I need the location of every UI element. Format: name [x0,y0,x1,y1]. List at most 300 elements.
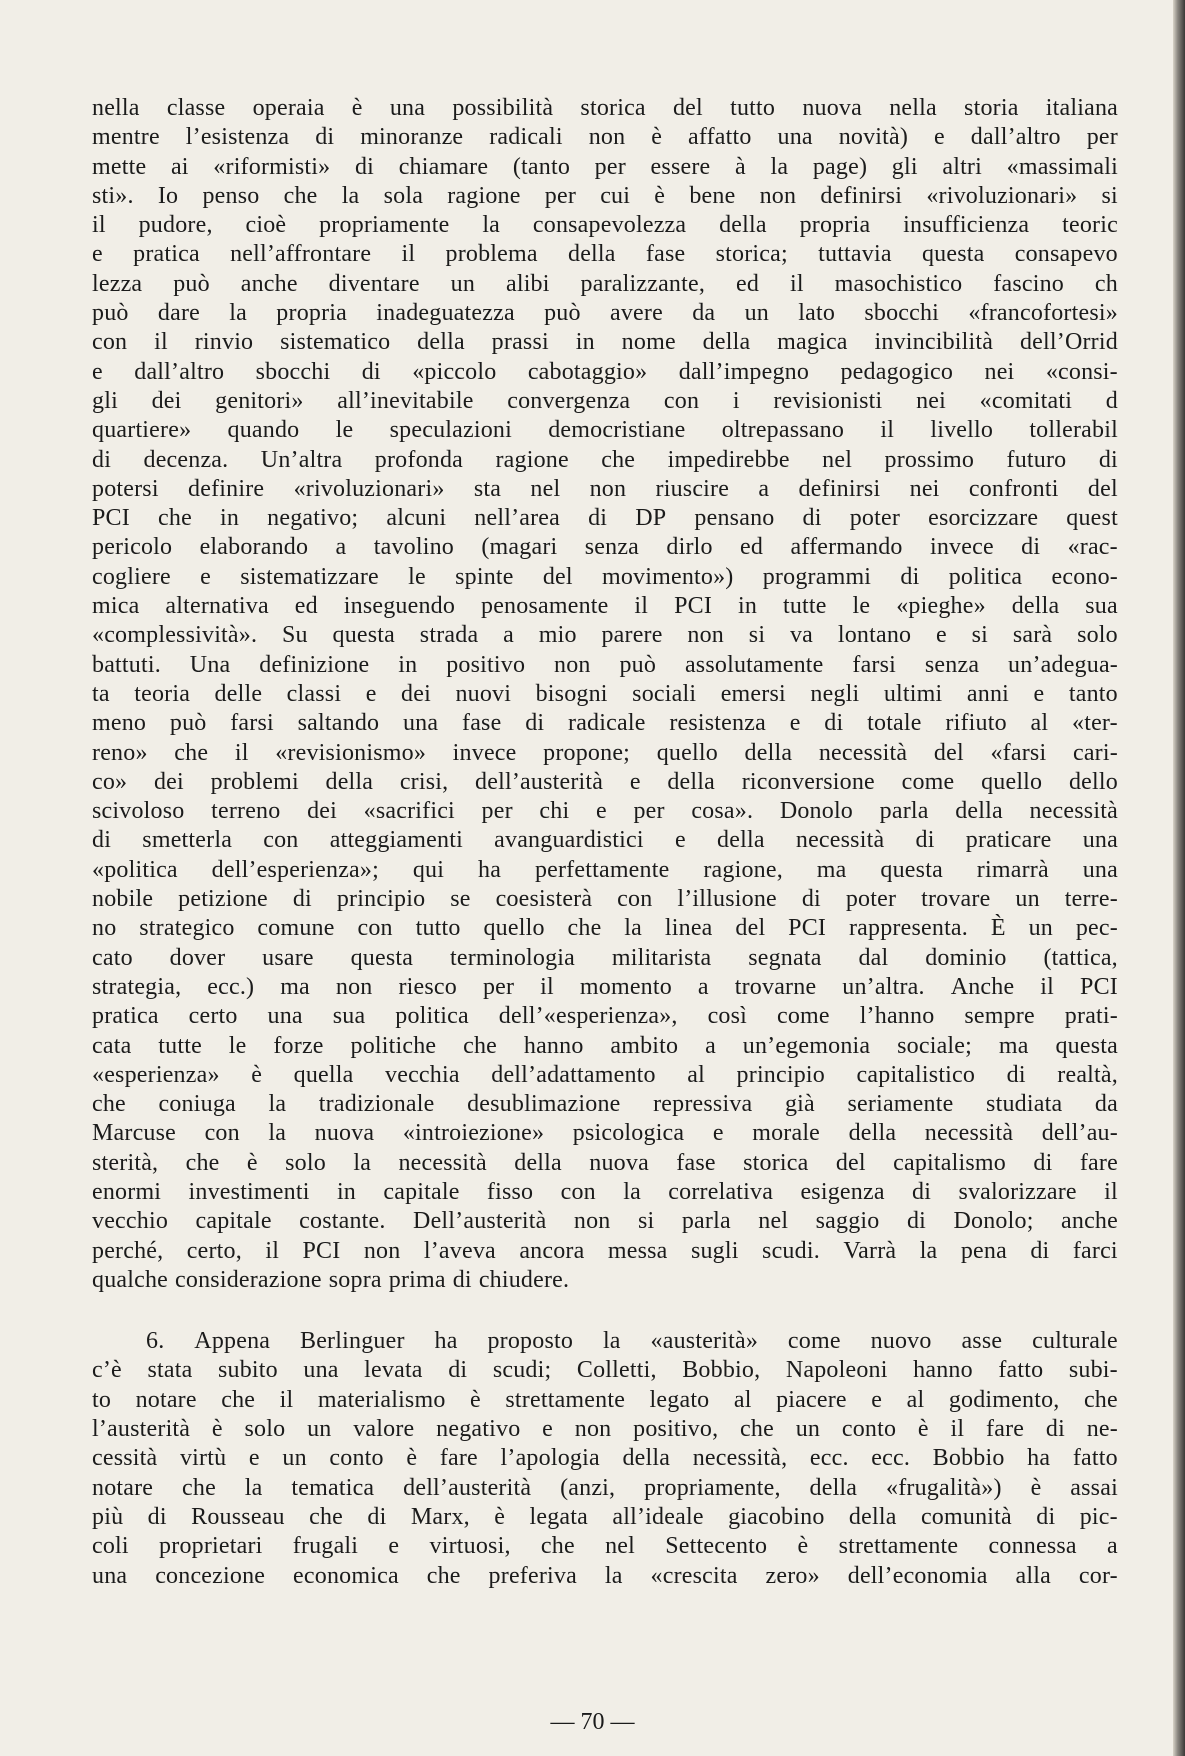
word: ch [1094,270,1118,297]
word: non [759,182,797,209]
word: sua [1085,593,1118,620]
word: va [789,622,814,649]
word: di [588,505,608,532]
word: di [824,710,844,737]
text-line [92,1119,1118,1148]
word: la [341,182,360,209]
word: del [542,563,573,590]
word: nei [909,475,940,502]
word: quello [981,768,1043,795]
word: della [667,768,715,795]
word: la [482,212,501,239]
text-line [92,240,1118,269]
word: il [92,212,106,239]
word: in [398,651,418,678]
word: in [336,1178,357,1205]
word: desublimazione [467,1091,621,1118]
word: fascino [993,270,1064,297]
word: pic- [1079,1503,1118,1530]
word: (magari [481,534,558,561]
word: necessità, [692,1445,788,1472]
word: alternativa [165,593,269,620]
word: pec- [1075,915,1118,942]
word: convergenza [507,387,631,414]
word: ambito [610,1032,679,1059]
word: «comitati [979,387,1073,414]
word: qui [412,856,445,883]
text-line [92,914,1118,943]
word: nella [889,95,937,121]
word: sistematizzare [240,563,379,590]
word: un [1028,915,1053,942]
word: solo [1077,622,1118,649]
word: e [629,768,641,795]
word: dell’economia [847,1562,988,1589]
word: al [1030,710,1049,737]
word: Marx, [410,1503,470,1530]
word: linea [664,915,713,942]
word: terreno [211,798,281,825]
word: senza [924,651,980,678]
word: un [307,1416,332,1443]
word: e [934,124,945,151]
word: consapevolezza [532,212,687,239]
word: subi- [1068,1357,1118,1384]
text-line [92,621,1118,650]
word: ha [478,856,502,883]
word: sugli [690,1237,739,1264]
page-body [92,94,1118,1591]
word: Marcuse [92,1120,177,1147]
word: lato [798,300,836,327]
word: un [282,1445,307,1472]
word: pena [960,1237,1007,1264]
word: affatto [688,124,752,151]
word: per [1086,124,1118,151]
word: e [200,563,211,590]
word: ai [170,153,189,180]
word: propriamente, [644,1474,781,1501]
word: dell’austerità [475,768,604,795]
word: pensano [694,505,775,532]
word: nuova [589,1149,649,1176]
word: fase [645,241,686,268]
word: può [92,300,129,327]
word: il [789,270,804,297]
word: al [906,1386,925,1413]
word: cor- [1078,1562,1118,1589]
word: valore [353,1416,415,1443]
word: la [602,1328,621,1355]
word: un’egemonia [742,1032,871,1059]
word: oltrepassano [721,417,845,444]
word: solo [244,1416,286,1443]
word: più [92,1503,124,1530]
word: mette [92,153,147,180]
page-number: — 70 — [550,1709,635,1735]
word: strategico [139,915,235,942]
word: questa [332,622,396,649]
text-line [92,211,1118,240]
text-line [92,1503,1118,1532]
word: movimento») [601,563,734,590]
word: saggio [815,1208,880,1235]
word: di [912,1178,932,1205]
word: con [617,886,653,913]
word: levata [364,1357,423,1384]
word: asse [961,1328,1003,1355]
text-line [92,797,1118,826]
word: page) [812,153,868,180]
text-line [92,709,1118,738]
word: zero» [765,1562,820,1589]
word: ragione [495,446,569,473]
word: si [748,622,766,649]
word: è [651,124,663,151]
word: tuttavia [818,241,892,268]
word: di [354,153,375,180]
word: a [335,534,347,561]
word: profonda [374,446,464,473]
word: della [955,798,1003,825]
word: proposto [487,1328,574,1355]
word: PCI [92,505,130,532]
word: Rousseau [191,1503,285,1530]
word: delle [214,680,263,707]
word: il [634,593,649,620]
word: Colletti, [576,1357,657,1384]
word: costante. [299,1208,386,1235]
word: messa [607,1237,668,1264]
word: to [92,1386,112,1413]
word: «sacrifici [363,798,455,825]
word: meno [92,710,147,737]
word: che [540,1533,575,1560]
word: ed [294,593,318,620]
word: al [687,1061,705,1088]
word: quello [483,915,545,942]
word: coesisterà [495,886,593,913]
word: «piccolo [412,358,497,385]
word: ha [1027,1445,1051,1472]
word: repressiva [653,1091,753,1118]
word: prassi [491,329,549,356]
word: penso [202,182,260,209]
word: fisso [486,1178,534,1205]
word: sbocchi [864,300,940,327]
word: non [589,475,627,502]
word: speculazioni [389,417,512,444]
word: una [389,95,426,121]
word: è [654,182,666,209]
word: un [744,300,769,327]
text-line [92,299,1118,328]
word: economica [293,1562,399,1589]
word: la [604,1562,623,1589]
word: futuro [1006,446,1067,473]
word: a [758,475,770,502]
word: chiudere. [478,1266,570,1293]
word: fare [439,1445,478,1472]
word: dall’impegno [678,358,810,385]
word: conto [329,1445,384,1472]
word: parere [601,622,663,649]
word: ed [740,534,764,561]
word: per [594,153,626,180]
word: per [481,798,513,825]
word: una [92,1562,128,1589]
word: in [737,593,758,620]
word: Io [157,182,179,209]
word: e [542,1416,554,1443]
word: correlativa [668,1178,774,1205]
word: farsi [852,651,897,678]
word: può [173,270,210,297]
word: della [417,329,465,356]
word: sopra [328,1266,382,1293]
word: «crescita [650,1562,738,1589]
word: esorcizzare [928,505,1039,532]
word: di [147,1503,167,1530]
word: nuova [314,1120,375,1147]
word: di [1098,446,1118,473]
word: non [588,124,626,151]
word: capitalismo [893,1149,1006,1176]
word: un [795,1416,821,1443]
word: notare [92,1474,154,1501]
word: (tanto [512,153,571,180]
word: «revisionismo» [275,739,427,766]
word: proprietari [159,1533,263,1560]
word: un [1015,886,1040,913]
word: assai [1070,1474,1118,1501]
word: alla [1015,1562,1051,1589]
paragraph-1 [92,94,1118,1295]
word: farci [1072,1237,1118,1264]
word: d [1105,387,1118,414]
word: «ter- [1072,710,1118,737]
word: sarà [1012,622,1053,649]
word: poter [849,505,901,532]
word: invece [929,534,994,561]
word: bisogni [535,680,608,707]
word: della [809,1474,858,1501]
word: con [92,329,128,356]
word: dall’altro [134,358,225,385]
word: della [514,1149,562,1176]
word: il [401,241,416,268]
word: c’è [92,1357,122,1384]
word: la [770,153,789,180]
word: le [852,593,871,620]
word: con [663,387,700,414]
word: cessità [92,1445,158,1472]
word: cari- [1072,739,1118,766]
word: nel [605,1533,635,1560]
text-line [92,1562,1118,1591]
word: nei [984,358,1015,385]
word: prossimo [884,446,975,473]
word: PCI [1080,973,1118,1000]
word: le [335,417,354,444]
word: riesco [398,973,457,1000]
word: per [633,798,665,825]
word: strettamente [505,1386,626,1413]
word: ecc.) [207,973,255,1000]
word: ultimi [883,680,943,707]
word: politica [948,563,1023,590]
word: un [450,270,476,297]
word: Donolo [779,798,854,825]
word: spinte [455,563,514,590]
word: gli [891,153,918,180]
word: è [251,1061,263,1088]
word: pericolo [92,534,173,561]
word: elaborando [199,534,309,561]
word: nobile [92,886,154,913]
word: sti». [92,182,134,209]
word: Un’altra [260,446,343,473]
word: certo [188,1003,238,1030]
word: usare [262,944,314,971]
word: sbocchi [255,358,331,385]
text-line [92,1532,1118,1561]
word: che [426,1562,461,1589]
word: dominio [925,944,1007,971]
word: quando [227,417,300,444]
word: senza [584,534,640,561]
word: «francofortesi» [968,300,1118,327]
word: di [900,563,920,590]
word: notare [135,1386,197,1413]
word: per [544,182,577,209]
word: chi [539,798,570,825]
word: a [705,1032,716,1059]
word: di [525,710,545,737]
word: penosamente [481,593,609,620]
word: fatto [1072,1445,1118,1472]
text-line [92,856,1118,885]
word: non [573,1208,611,1235]
word: quello [656,739,718,766]
word: ta [92,680,110,707]
word: «massimali [1006,153,1118,180]
word: e [674,827,686,854]
word: Bobbio [932,1445,1005,1472]
word: lezza [92,270,143,297]
word: necessità [795,827,885,854]
word: così [707,1003,748,1030]
word: PCI [674,593,713,620]
word: storia [964,95,1019,121]
word: piacere [776,1386,847,1413]
word: pedagogico [840,358,954,385]
word: e [388,1533,400,1560]
word: nell’area [474,505,561,532]
word: militarista [611,944,712,971]
word: di [1036,1503,1056,1530]
word: propriamente [319,212,450,239]
word: si [971,622,989,649]
word: e [871,1386,883,1413]
word: come [776,1003,830,1030]
word: per [482,973,515,1000]
word: non [363,1237,401,1264]
word: rinvio [194,329,254,356]
word: parla [681,1208,731,1235]
word: sola [383,182,424,209]
word: Berlinguer [300,1328,405,1355]
word: a [697,973,709,1000]
text-line [92,651,1118,680]
text-line [92,563,1118,592]
word: propria [276,300,348,327]
word: anche [240,270,298,297]
word: di [915,827,935,854]
word: principio [736,1061,825,1088]
word: le [228,1032,247,1059]
word: una [777,124,813,151]
word: classi [286,680,342,707]
word: «consi- [1045,358,1118,385]
text-line [92,1002,1118,1031]
word: vecchia [385,1061,460,1088]
word: forze [273,1032,324,1059]
word: negativo; [267,505,359,532]
word: comunità [920,1503,1012,1530]
word: possibilità [452,95,554,121]
text-line [92,94,1118,123]
word: quartiere» [92,417,192,444]
word: smetterla [142,827,233,854]
word: sterità, [92,1149,159,1176]
word: positivo [446,651,526,678]
word: livello [930,417,994,444]
word: problema [445,241,538,268]
word: nuova [802,95,862,121]
word: radicali [489,124,563,151]
word: la [353,1149,372,1176]
word: legata [529,1503,589,1530]
word: lontano [837,622,912,649]
word: in [220,505,240,532]
word: è [406,1445,418,1472]
word: si [637,1208,655,1235]
word: «esperienza» [92,1061,220,1088]
word: e [248,1445,260,1472]
word: la [229,300,248,327]
word: politica [395,1003,469,1030]
word: tradizionale [318,1091,435,1118]
text-line [92,1149,1118,1178]
word: genitori» [215,387,304,414]
word: la [244,1474,263,1501]
text-line [92,1207,1118,1236]
word: «pieghe» [896,593,986,620]
word: realtà, [1057,1061,1118,1088]
word: all’ideale [612,1503,704,1530]
word: che [567,915,602,942]
word: definirsi [798,475,881,502]
word: decenza. [143,446,229,473]
word: è [211,1416,223,1443]
word: conto [841,1416,897,1443]
word: di [448,1357,468,1384]
word: e [936,622,947,649]
word: tutto [730,95,776,121]
word: positivo, [633,1416,719,1443]
text-line [92,1266,1118,1295]
